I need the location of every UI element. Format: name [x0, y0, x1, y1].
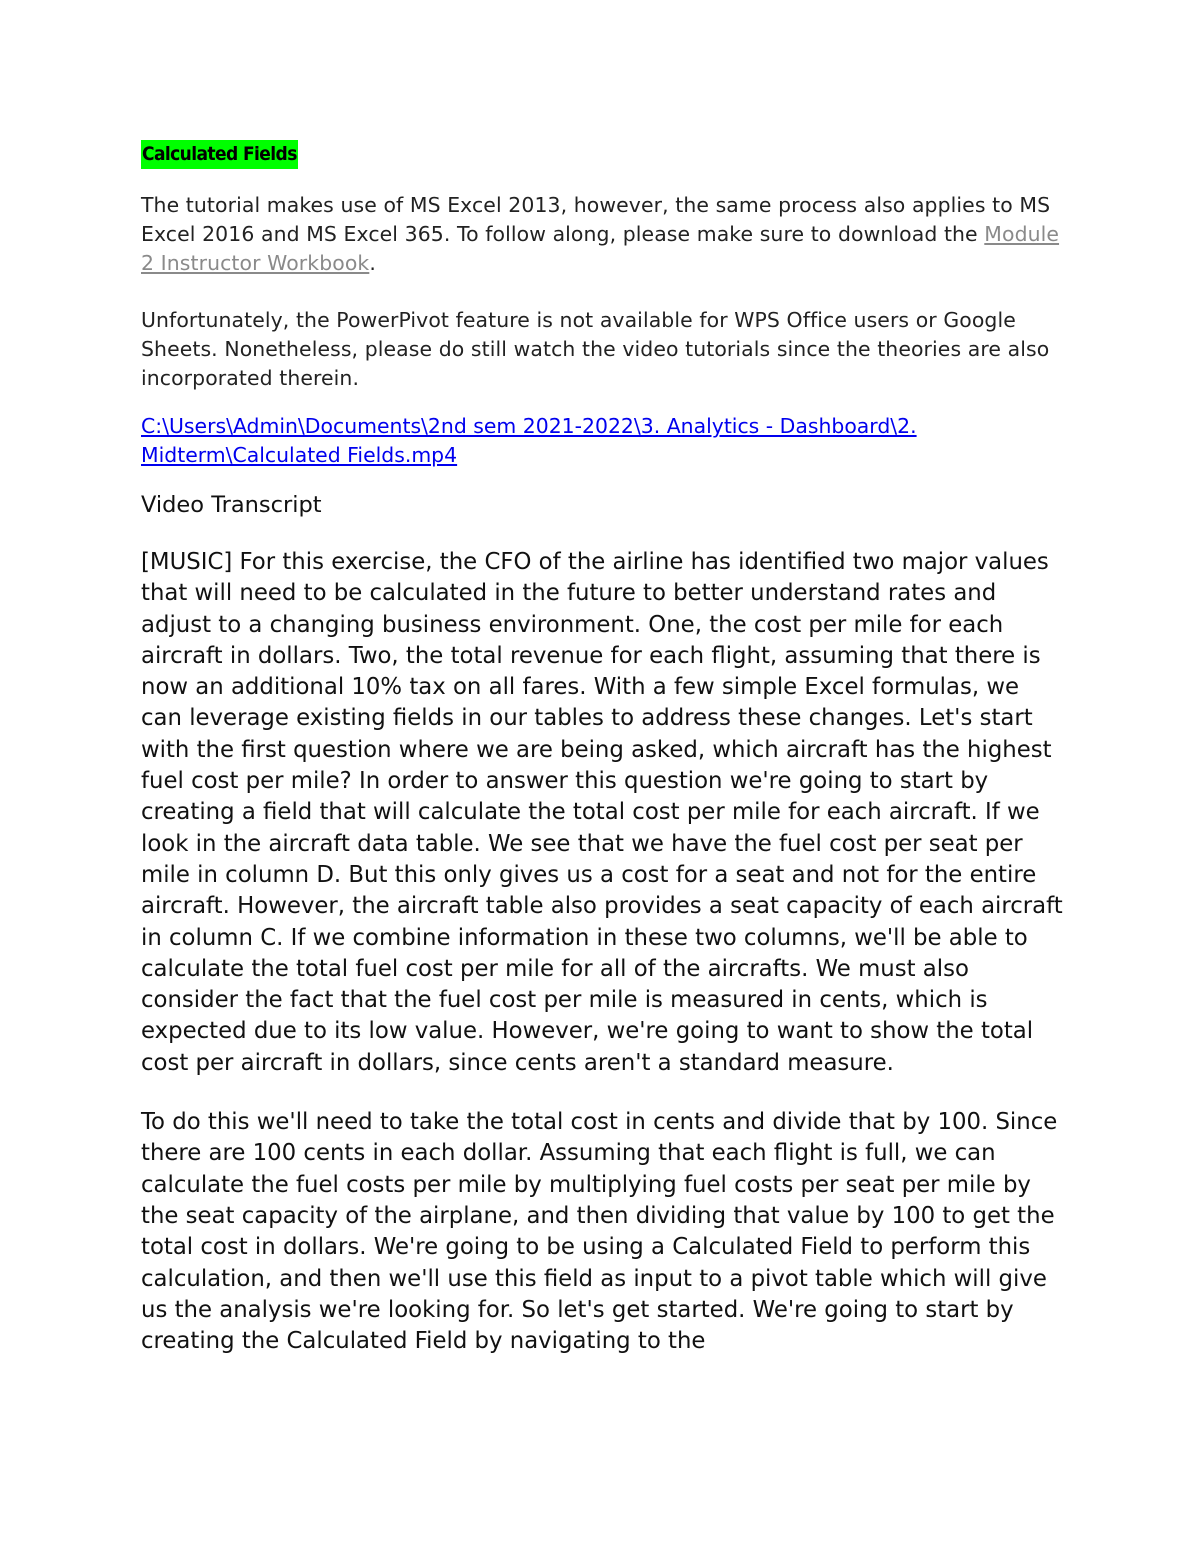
transcript-paragraph-1: [MUSIC] For this exercise, the CFO of the airline has identified two major values that will need to be calculated in the future to better understand rates and adjust to a changing business environment. One, the cost per mile for each aircraft in dollars. Two, the total revenue for each flight, assuming that there is now an additional 10% tax on all fares. With a few simple Excel formulas, we can leverage existing fields in our tables to address these changes. Let's start with the first question where we are being asked, which aircraft has the highest fuel cost per mile? In order to answer this question we're going to start by creating a field that will calculate the total cost per mile for each aircraft. If we look in the aircraft data table. We see that we have the fuel cost per seat per mile in column D. But this only gives us a cost for a seat and not for the entire aircraft. However, the aircraft table also provides a seat capacity of each aircraft in column C. If we combine information in these two columns, we'll be able to calculate the total fuel cost per mile for all of the aircrafts. We must also consider the fact that the fuel cost per mile is measured in cents, which is expected due to its low value. However, we're going to want to show the total cost per aircraft in dollars, since cents aren't a standard measure. [141, 549, 1063, 1076]
video-transcript-heading: Video Transcript [141, 492, 322, 518]
document-page [141, 140, 1066, 1357]
intro-text-end: . [369, 251, 376, 275]
intro-text-start: The tutorial makes use of MS Excel 2013, however, the same process also applies to MS Excel 2016 and MS Excel 365. To follow along, please make sure to download the [141, 193, 1051, 246]
document-title: Calculated Fields [141, 140, 298, 169]
powerpivot-note-paragraph: Unfortunately, the PowerPivot feature is not available for WPS Office users or Google Sheets. Nonetheless, please do still watch the video tutorials since the theories are also incorporated therein. [141, 308, 1050, 390]
video-file-link[interactable] [141, 412, 1066, 470]
document-title-row [141, 140, 1066, 169]
intro-paragraph [141, 191, 1066, 278]
video-path-line-2: Midterm\Calculated Fields.mp4 [141, 443, 458, 467]
module-workbook-link[interactable]: Module 2 Instructor Workbook [141, 222, 1060, 275]
transcript-paragraph-2: To do this we'll need to take the total cost in cents and divide that by 100. Since there are 100 cents in each dollar. Assuming that each flight is full, we can calculate the fuel costs per mile by multiplying fuel costs per seat per mile by the seat capacity of the airplane, and then dividing that value by 100 to get the total cost in dollars. We're going to be using a Calculated Field to perform this calculation, and then we'll use this field as input to a pivot table which will give us the analysis we're looking for. So let's get started. We're going to start by creating the Calculated Field by navigating to the [141, 1109, 1058, 1355]
video-path-line-1: C:\Users\Admin\Documents\2nd sem 2021-2022\3. Analytics - Dashboard\2. [141, 414, 917, 438]
